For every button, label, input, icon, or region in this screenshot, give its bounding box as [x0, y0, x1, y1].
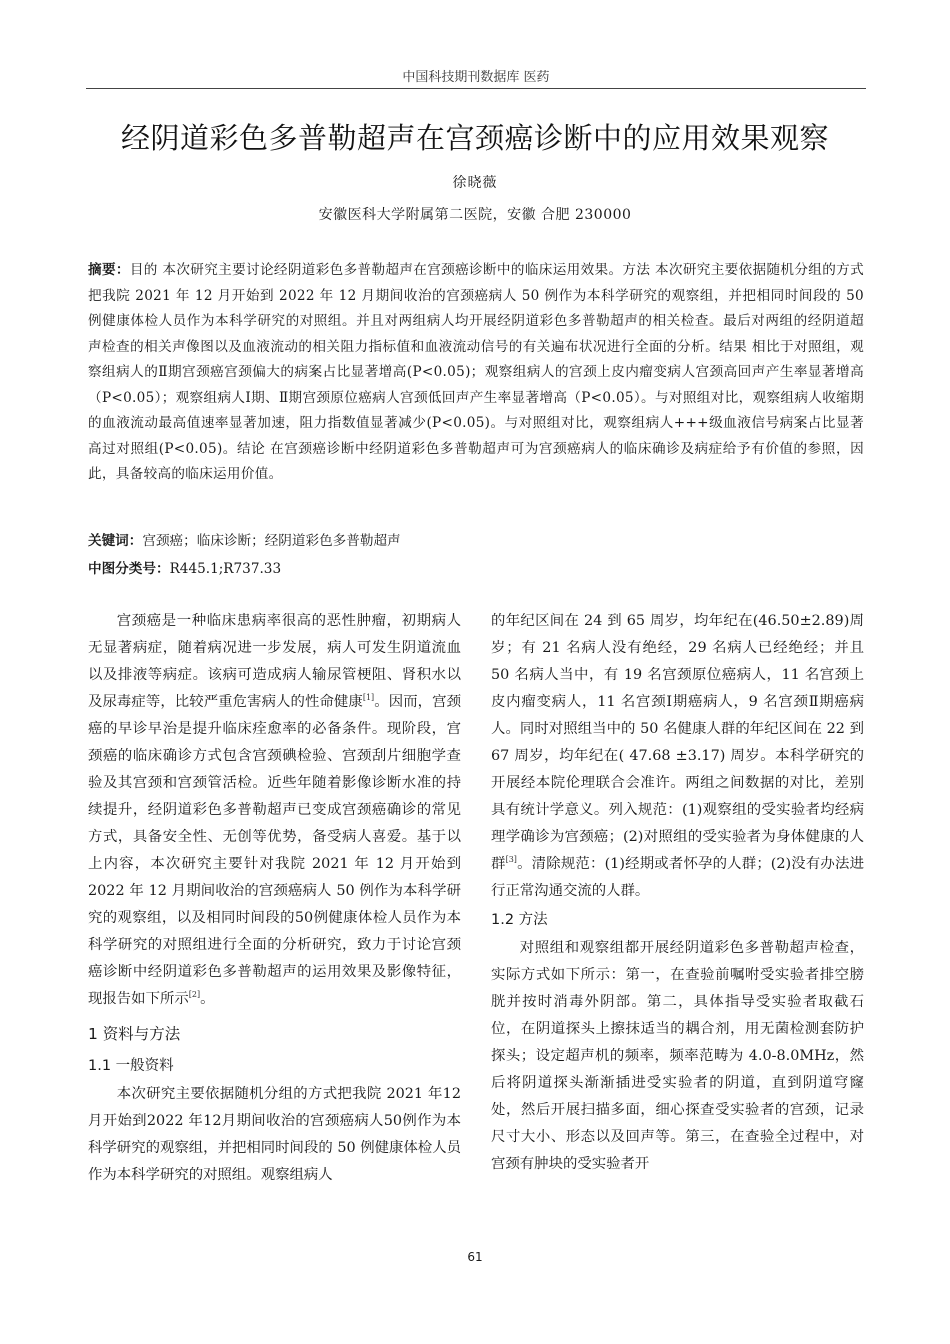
citation-2[interactable]: [2]	[188, 990, 201, 1000]
abstract	[88, 258, 864, 488]
citation-1[interactable]: [1]	[362, 693, 375, 703]
running-header: 中国科技期刊数据库 医药	[402, 70, 550, 85]
intro-text-b: 。因而，宫颈癌的早诊早治是提升临床痊愈率的必备条件。现阶段，宫颈癌的临床确诊方式包含宫颈碘检验、宫颈刮片细胞学查验及其宫颈和宫颈管活检。近些年随着影像诊断水准的持续提升，经阴道彩色多普勒超声已变成宫颈癌确诊的常见方式，具备安全性、无创等优势，备受病人喜爱。基于以上内容，本次研究主要针对我院 2021 年 12 月开始到 2022 年 12 月期间收治的宫颈癌病人 50 例作为本科学研究的观察组，以及相同时间段的50例健康体检人员作为本科学研究的对照组进行全面的分析研究，致力于讨论宫颈癌诊断中经阴道彩色多普勒超声的运用效果及影像特征，现报告如下所示	[88, 694, 461, 1007]
abstract-label: 摘要：	[88, 262, 130, 278]
author: 徐晓薇	[452, 175, 498, 191]
classification-label: 中图分类号：	[88, 561, 170, 577]
intro-text-c: 。	[200, 991, 215, 1007]
keywords	[88, 530, 864, 552]
intro-paragraph	[88, 608, 461, 1013]
general-text-b: 的年纪区间在 24 到 65 周岁，均年纪在(46.50±2.89)周岁；有 21 名病人没有绝经，29 名病人已经绝经；并且 50 名病人当中，有 19 名宫颈原位癌病人，11 名宫颈上皮内瘤变病人，11 名宫颈Ⅰ期癌病人，9 名宫颈Ⅱ期癌病人。同时对照组当中的 50 名健康人群的年纪区间在 22 到 67 周岁，均年纪在( 47.68 ±3.17) 周岁。本科学研究的开展经本院伦理联合会准许。两组之间数据的对比，差别具有统计学意义。列入规范：(1)观察组的受实验者均经病理学确诊为宫颈癌；(2)对照组的受实验者为身体健康的人群	[491, 613, 864, 872]
abstract-text: 目的 本次研究主要讨论经阴道彩色多普勒超声在宫颈癌诊断中的临床运用效果。方法 本次研究主要依据随机分组的方式把我院 2021 年 12 月开始到 2022 年 12 月期间收治的宫颈癌病人 50 例作为本科学研究的观察组，并把相同时间段的 50 例健康体检人员作为本科学研究的对照组。并且对两组病人均开展经阴道彩色多普勒超声的相关检查。最后对两组的经阴道超声检查的相关声像图以及血液流动的相关阻力指标值和血液流动信号的有关遍布状况进行全面的分析。结果 相比于对照组，观察组病人的Ⅱ期宫颈癌宫颈偏大的病案占比显著增高(P<0.05)；观察组病人的宫颈上皮内瘤变病人宫颈高回声产生率显著增高（P<0.05）；观察组病人Ⅰ期、Ⅱ期宫颈原位癌病人宫颈低回声产生率显著增高（P<0.05）。与对照组对比，观察组病人收缩期的血液流动最高值速率显著加速，阻力指数值显著减少(P<0.05)。与对照组对比，观察组病人+++级血液信号病案占比显著高过对照组(P<0.05)。结论 在宫颈癌诊断中经阴道彩色多普勒超声可为宫颈癌病人的临床确诊及病症给予有价值的参照，因此，具备较高的临床运用价值。	[88, 262, 864, 482]
header-rule	[86, 88, 866, 89]
section-heading-1: 1 资料与方法	[88, 1025, 181, 1043]
left-column	[88, 608, 461, 1189]
general-info-continued	[491, 608, 864, 905]
method-paragraph: 对照组和观察组都开展经阴道彩色多普勒超声检查，实际方式如下所示：第一，在查验前嘱咐受实验者排空膀胱并按时消毒外阴部。第二，具体指导受实验者取截石位，在阴道探头上擦抹适当的耦合剂，用无菌检测套防护探头；设定超声机的频率，频率范畴为 4.0-8.0MHz，然后将阴道探头渐渐插进受实验者的阴道，直到阴道穹窿处，然后开展扫描多面，细心探查受实验者的宫颈，记录尺寸大小、形态以及回声等。第三，在查验全过程中，对宫颈有肿块的受实验者开	[491, 940, 864, 1172]
general-text-c: 。清除规范：(1)经期或者怀孕的人群；(2)没有办法进行正常沟通交流的人群。	[491, 856, 864, 899]
right-column	[491, 608, 864, 1178]
citation-3[interactable]: [3]	[505, 855, 517, 865]
classification-text: R445.1;R737.33	[169, 561, 282, 577]
classification	[88, 558, 864, 580]
keywords-label: 关键词：	[88, 533, 143, 549]
keywords-text: 宫颈癌；临床诊断；经阴道彩色多普勒超声	[142, 533, 401, 549]
affiliation: 安徽医科大学附属第二医院，安徽 合肥 230000	[318, 207, 632, 223]
section-heading-1-2: 1.2 方法	[491, 912, 548, 928]
general-info-paragraph: 本次研究主要依据随机分组的方式把我院 2021 年12月开始到2022 年12月期间收治的宫颈癌病人50例作为本科学研究的观察组，并把相同时间段的 50 例健康体检人员作为本科学研究的对照组。观察组病人	[88, 1086, 461, 1183]
page-number: 61	[467, 1250, 483, 1264]
paper-title: 经阴道彩色多普勒超声在宫颈癌诊断中的应用效果观察	[120, 121, 829, 155]
intro-text-a: 宫颈癌是一种临床患病率很高的恶性肿瘤，初期病人无显著病症，随着病况进一步发展，病人可发生阴道流血以及排液等病症。该病可造成病人输尿管梗阻、肾积水以及尿毒症等，比较严重危害病人的性命健康	[88, 613, 461, 710]
section-heading-1-1: 1.1 一般资料	[88, 1058, 174, 1074]
